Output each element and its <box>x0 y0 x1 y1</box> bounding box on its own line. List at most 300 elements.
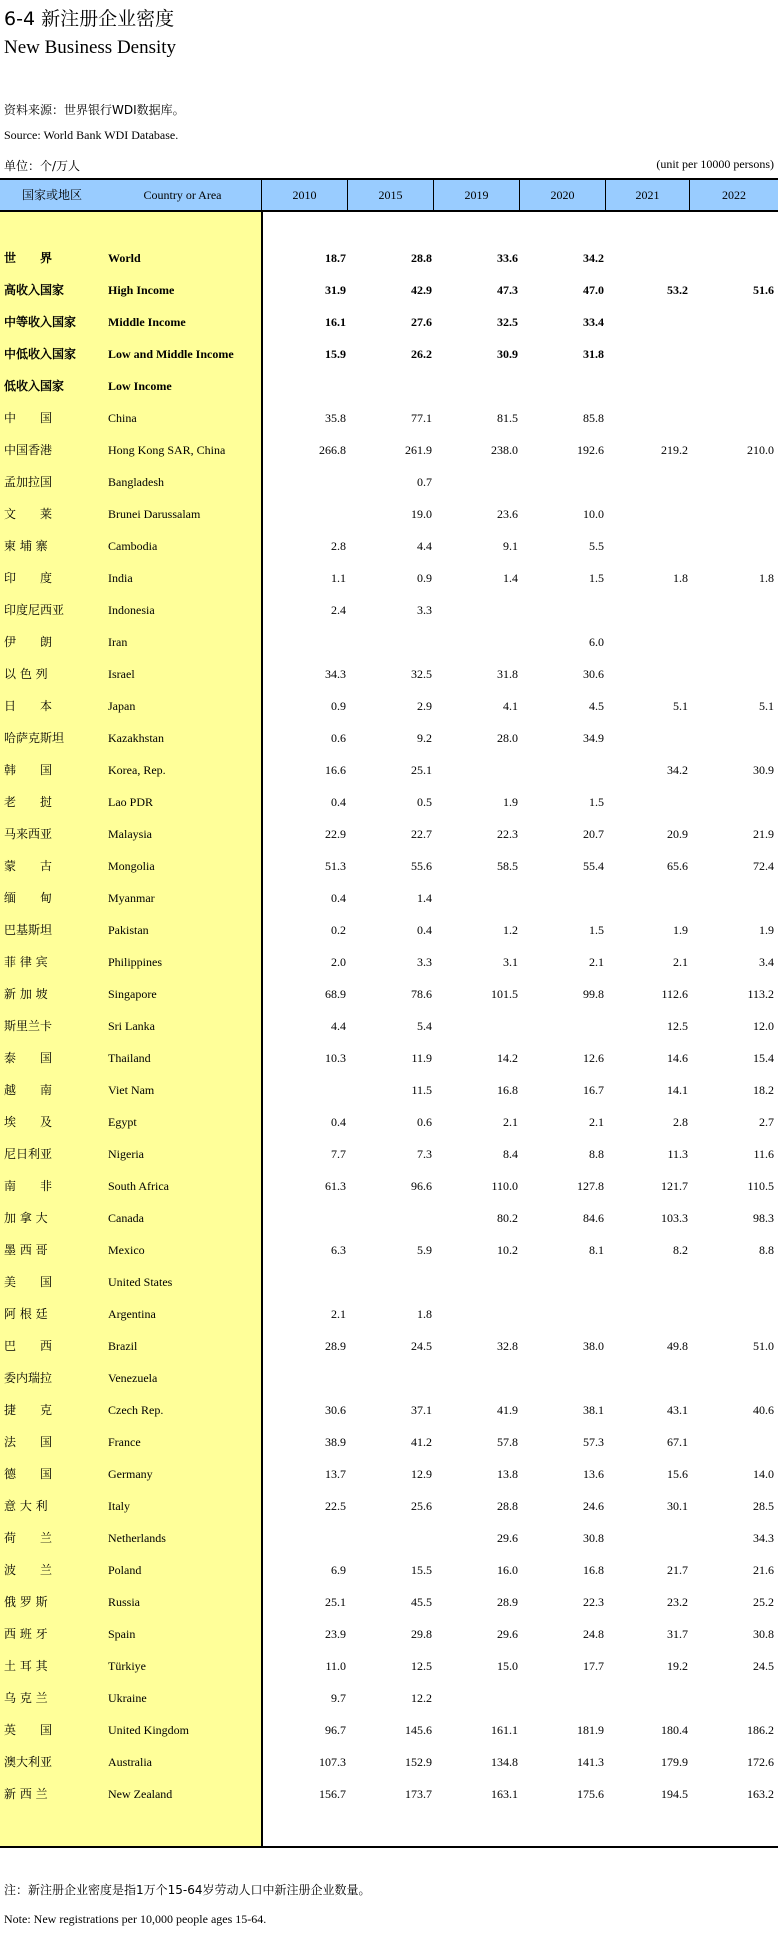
country-name-en: Cambodia <box>108 539 158 553</box>
value-2010: 51.3 <box>325 859 346 873</box>
table-row <box>0 818 778 850</box>
value-2020: 30.8 <box>583 1531 604 1545</box>
value-2021 <box>606 402 688 434</box>
value-2019: 134.8 <box>491 1755 518 1769</box>
country-name-cn: 俄 罗 斯 <box>4 1595 48 1609</box>
value-2015: 11.5 <box>411 1083 432 1097</box>
value-2015: 78.6 <box>411 987 432 1001</box>
country-name-en: Sri Lanka <box>108 1019 155 1033</box>
source-note-en: Source: World Bank WDI Database. <box>4 128 179 142</box>
value-2022: 40.6 <box>753 1403 774 1417</box>
country-name-en: Iran <box>108 635 128 649</box>
table-bottom-rule <box>0 1846 778 1848</box>
value-2015: 5.4 <box>417 1019 432 1033</box>
table-row <box>0 690 778 722</box>
value-2019: 29.6 <box>497 1531 518 1545</box>
value-2020: 24.6 <box>583 1499 604 1513</box>
value-2019: 31.8 <box>497 667 518 681</box>
table-row <box>0 946 778 978</box>
value-2020: 57.3 <box>583 1435 604 1449</box>
value-2019: 1.4 <box>503 571 518 585</box>
table-row <box>0 338 778 370</box>
value-2015: 3.3 <box>417 955 432 969</box>
country-name-en: Bangladesh <box>108 475 164 489</box>
value-2015: 29.8 <box>411 1627 432 1641</box>
country-name-en: Malaysia <box>108 827 152 841</box>
country-name-en: United States <box>108 1275 173 1289</box>
country-name-cn: 澳大利亚 <box>4 1755 53 1769</box>
page-title-cn: 6-4 新注册企业密度 <box>4 8 175 30</box>
value-2019: 238.0 <box>491 443 518 457</box>
value-2015 <box>348 626 432 658</box>
value-2020: 12.6 <box>583 1051 604 1065</box>
value-2015 <box>348 1522 432 1554</box>
value-2022: 18.2 <box>753 1083 774 1097</box>
country-name-cn: 低收入国家 <box>4 379 65 393</box>
country-name-cn: 土 耳 其 <box>4 1659 48 1673</box>
value-2020: 38.0 <box>583 1339 604 1353</box>
value-2022: 210.0 <box>747 443 774 457</box>
value-2010: 266.8 <box>319 443 346 457</box>
value-2020: 47.0 <box>583 283 604 297</box>
value-2015: 45.5 <box>411 1595 432 1609</box>
country-name-cn: 埃 及 <box>4 1115 53 1129</box>
value-2021: 30.1 <box>667 1499 688 1513</box>
value-2021: 14.1 <box>667 1083 688 1097</box>
table-row <box>0 1650 778 1682</box>
value-2022: 21.6 <box>753 1563 774 1577</box>
table-row <box>0 274 778 306</box>
value-2019: 29.6 <box>497 1627 518 1641</box>
value-2022 <box>690 370 774 402</box>
table-row <box>0 434 778 466</box>
value-2020: 192.6 <box>577 443 604 457</box>
value-2010: 22.9 <box>325 827 346 841</box>
value-2020: 5.5 <box>589 539 604 553</box>
country-name-en: Australia <box>108 1755 152 1769</box>
value-2010: 22.5 <box>325 1499 346 1513</box>
value-2021: 103.3 <box>661 1211 688 1225</box>
table-row <box>0 1714 778 1746</box>
value-2015: 11.9 <box>411 1051 432 1065</box>
country-name-cn: 柬 埔 寨 <box>4 539 48 553</box>
value-2019: 163.1 <box>491 1787 518 1801</box>
value-2022: 2.7 <box>759 1115 774 1129</box>
value-2020: 2.1 <box>589 1115 604 1129</box>
value-2019: 81.5 <box>497 411 518 425</box>
value-2019: 32.5 <box>497 315 518 329</box>
value-2021: 20.9 <box>667 827 688 841</box>
value-2022 <box>690 658 774 690</box>
country-name-en: Lao PDR <box>108 795 153 809</box>
table-row <box>0 402 778 434</box>
value-2015: 12.2 <box>411 1691 432 1705</box>
value-2021: 34.2 <box>667 763 688 777</box>
value-2010: 35.8 <box>325 411 346 425</box>
value-2020: 33.4 <box>583 315 604 329</box>
value-2022 <box>690 338 774 370</box>
value-2010 <box>262 1074 346 1106</box>
value-2021: 67.1 <box>667 1435 688 1449</box>
value-2022: 51.6 <box>753 283 774 297</box>
country-name-cn: 蒙 古 <box>4 859 53 873</box>
value-2015: 0.5 <box>417 795 432 809</box>
value-2022: 14.0 <box>753 1467 774 1481</box>
value-2010 <box>262 498 346 530</box>
table-row <box>0 1138 778 1170</box>
value-2010 <box>262 1362 346 1394</box>
country-name-en: Japan <box>108 699 136 713</box>
value-2019: 1.2 <box>503 923 518 937</box>
country-name-en: Italy <box>108 1499 130 1513</box>
country-name-cn: 尼日利亚 <box>4 1147 53 1161</box>
value-2020: 31.8 <box>583 347 604 361</box>
value-2019: 3.1 <box>503 955 518 969</box>
value-2010: 1.1 <box>331 571 346 585</box>
value-2020: 8.1 <box>589 1243 604 1257</box>
unit-label-cn: 单位：个/万人 <box>4 159 81 173</box>
table-row <box>0 1394 778 1426</box>
value-2015 <box>348 1266 432 1298</box>
table-row <box>0 1778 778 1810</box>
value-2015: 37.1 <box>411 1403 432 1417</box>
value-2019 <box>434 466 518 498</box>
header-year-2010: 2010 <box>262 180 348 210</box>
value-2022: 8.8 <box>759 1243 774 1257</box>
value-2010: 2.4 <box>331 603 346 617</box>
value-2021: 194.5 <box>661 1787 688 1801</box>
value-2021 <box>606 338 688 370</box>
table-row <box>0 530 778 562</box>
value-2021: 49.8 <box>667 1339 688 1353</box>
country-name-en: Nigeria <box>108 1147 144 1161</box>
header-country-cn: 国家或地区 <box>21 188 82 202</box>
country-name-cn: 南 非 <box>4 1179 53 1193</box>
table-row <box>0 1266 778 1298</box>
header-year-2020: 2020 <box>520 180 606 210</box>
table-row <box>0 754 778 786</box>
country-name-en: South Africa <box>108 1179 169 1193</box>
country-name-en: Brazil <box>108 1339 138 1353</box>
value-2019: 47.3 <box>497 283 518 297</box>
value-2020: 99.8 <box>583 987 604 1001</box>
value-2022 <box>690 1426 774 1458</box>
value-2021 <box>606 242 688 274</box>
country-name-cn: 高收入国家 <box>4 283 65 297</box>
country-name-cn: 法 国 <box>4 1435 53 1449</box>
source-note-cn: 资料来源：世界银行WDI数据库。 <box>4 103 185 117</box>
value-2019: 101.5 <box>491 987 518 1001</box>
value-2019: 22.3 <box>497 827 518 841</box>
value-2020 <box>520 882 604 914</box>
value-2010: 156.7 <box>319 1787 346 1801</box>
table-header <box>0 178 778 212</box>
country-name-en: Egypt <box>108 1115 137 1129</box>
value-2010 <box>262 1522 346 1554</box>
value-2021: 179.9 <box>661 1755 688 1769</box>
table-row <box>0 1298 778 1330</box>
value-2020 <box>520 466 604 498</box>
value-2015: 7.3 <box>417 1147 432 1161</box>
country-name-cn: 斯里兰卡 <box>4 1019 53 1033</box>
table-row <box>0 1234 778 1266</box>
value-2019: 41.9 <box>497 1403 518 1417</box>
value-2022: 25.2 <box>753 1595 774 1609</box>
value-2015: 1.4 <box>417 891 432 905</box>
value-2020: 8.8 <box>589 1147 604 1161</box>
table-row <box>0 1682 778 1714</box>
value-2010: 9.7 <box>331 1691 346 1705</box>
footnote-cn: 注：新注册企业密度是指1万个15-64岁劳动人口中新注册企业数量。 <box>4 1883 371 1897</box>
country-name-cn: 捷 克 <box>4 1403 53 1417</box>
value-2022: 113.2 <box>747 987 774 1001</box>
value-2010: 11.0 <box>325 1659 346 1673</box>
value-2010: 68.9 <box>325 987 346 1001</box>
value-2015: 2.9 <box>417 699 432 713</box>
value-2015: 152.9 <box>405 1755 432 1769</box>
country-name-cn: 韩 国 <box>4 763 53 777</box>
value-2022: 1.8 <box>759 571 774 585</box>
value-2021 <box>606 466 688 498</box>
value-2021: 219.2 <box>661 443 688 457</box>
value-2019 <box>434 754 518 786</box>
table-row <box>0 1010 778 1042</box>
value-2020: 38.1 <box>583 1403 604 1417</box>
value-2010: 38.9 <box>325 1435 346 1449</box>
value-2021: 23.2 <box>667 1595 688 1609</box>
value-2021 <box>606 722 688 754</box>
value-2020 <box>520 370 604 402</box>
value-2021: 1.8 <box>673 571 688 585</box>
value-2015: 32.5 <box>411 667 432 681</box>
value-2010: 0.6 <box>331 731 346 745</box>
value-2020 <box>520 594 604 626</box>
value-2022: 12.0 <box>753 1019 774 1033</box>
country-name-en: Korea, Rep. <box>108 763 166 777</box>
value-2022: 24.5 <box>753 1659 774 1673</box>
value-2019 <box>434 1362 518 1394</box>
value-2015 <box>348 1362 432 1394</box>
value-2015: 12.5 <box>411 1659 432 1673</box>
country-name-en: Germany <box>108 1467 153 1481</box>
value-2015: 173.7 <box>405 1787 432 1801</box>
value-2019: 161.1 <box>491 1723 518 1737</box>
country-name-cn: 日 本 <box>4 699 53 713</box>
value-2015: 145.6 <box>405 1723 432 1737</box>
value-2021: 121.7 <box>661 1179 688 1193</box>
value-2021: 2.1 <box>673 955 688 969</box>
value-2010: 31.9 <box>325 283 346 297</box>
value-2021: 8.2 <box>673 1243 688 1257</box>
value-2015: 9.2 <box>417 731 432 745</box>
footnote-en: Note: New registrations per 10,000 people ages 15-64. <box>4 1912 267 1926</box>
table-row <box>0 1618 778 1650</box>
value-2021 <box>606 1682 688 1714</box>
value-2022: 186.2 <box>747 1723 774 1737</box>
value-2021: 31.7 <box>667 1627 688 1641</box>
value-2019 <box>434 1682 518 1714</box>
country-name-cn: 巴基斯坦 <box>4 923 53 937</box>
value-2010: 34.3 <box>325 667 346 681</box>
table-row <box>0 1074 778 1106</box>
value-2021 <box>606 1362 688 1394</box>
value-2020: 4.5 <box>589 699 604 713</box>
value-2020 <box>520 754 604 786</box>
table-row <box>0 1458 778 1490</box>
value-2010: 96.7 <box>325 1723 346 1737</box>
value-2022: 98.3 <box>753 1211 774 1225</box>
value-2010: 30.6 <box>325 1403 346 1417</box>
value-2015: 26.2 <box>411 347 432 361</box>
value-2019 <box>434 1010 518 1042</box>
header-year-2022: 2022 <box>722 188 746 202</box>
value-2022 <box>690 498 774 530</box>
value-2021 <box>606 370 688 402</box>
country-name-en: Myanmar <box>108 891 155 905</box>
header-year-2019: 2019 <box>434 180 520 210</box>
table-row <box>0 1042 778 1074</box>
value-2021: 65.6 <box>667 859 688 873</box>
value-2021: 112.6 <box>661 987 688 1001</box>
value-2021: 2.8 <box>673 1115 688 1129</box>
value-2010: 13.7 <box>325 1467 346 1481</box>
value-2019: 16.8 <box>497 1083 518 1097</box>
table-row <box>0 594 778 626</box>
country-name-cn: 荷 兰 <box>4 1531 53 1545</box>
table-row <box>0 850 778 882</box>
value-2019: 2.1 <box>503 1115 518 1129</box>
value-2020: 24.8 <box>583 1627 604 1641</box>
table-row <box>0 306 778 338</box>
table-row <box>0 1522 778 1554</box>
country-name-en: China <box>108 411 137 425</box>
value-2010: 15.9 <box>325 347 346 361</box>
value-2020: 20.7 <box>583 827 604 841</box>
country-name-en: Brunei Darussalam <box>108 507 201 521</box>
value-2015: 28.8 <box>411 251 432 265</box>
country-name-en: France <box>108 1435 141 1449</box>
table-row <box>0 978 778 1010</box>
country-name-cn: 中国香港 <box>4 443 53 457</box>
country-name-cn: 印 度 <box>4 571 53 585</box>
value-2022 <box>690 466 774 498</box>
value-2015: 0.9 <box>417 571 432 585</box>
country-name-cn: 印度尼西亚 <box>4 603 65 617</box>
value-2019 <box>434 882 518 914</box>
value-2010: 28.9 <box>325 1339 346 1353</box>
value-2022 <box>690 1298 774 1330</box>
value-2015: 1.8 <box>417 1307 432 1321</box>
table-row <box>0 722 778 754</box>
table-row <box>0 1170 778 1202</box>
value-2022 <box>690 626 774 658</box>
country-name-en: Kazakhstan <box>108 731 164 745</box>
value-2015: 55.6 <box>411 859 432 873</box>
value-2010: 61.3 <box>325 1179 346 1193</box>
table-row <box>0 1362 778 1394</box>
value-2021: 12.5 <box>667 1019 688 1033</box>
value-2019: 33.6 <box>497 251 518 265</box>
country-name-en: Low and Middle Income <box>108 347 234 361</box>
value-2020: 127.8 <box>577 1179 604 1193</box>
country-name-en: Indonesia <box>108 603 155 617</box>
value-2022: 172.6 <box>747 1755 774 1769</box>
value-2015: 22.7 <box>411 827 432 841</box>
value-2019: 80.2 <box>497 1211 518 1225</box>
country-name-en: Singapore <box>108 987 157 1001</box>
country-name-cn: 泰 国 <box>4 1051 53 1065</box>
value-2020: 1.5 <box>589 923 604 937</box>
value-2021 <box>606 626 688 658</box>
value-2022 <box>690 1682 774 1714</box>
table-row <box>0 882 778 914</box>
value-2019: 28.8 <box>497 1499 518 1513</box>
value-2022 <box>690 1362 774 1394</box>
value-2015: 25.1 <box>411 763 432 777</box>
value-2019: 28.0 <box>497 731 518 745</box>
value-2010 <box>262 1202 346 1234</box>
country-name-en: United Kingdom <box>108 1723 189 1737</box>
value-2010: 107.3 <box>319 1755 346 1769</box>
country-name-en: Russia <box>108 1595 141 1609</box>
country-name-cn: 墨 西 哥 <box>4 1243 48 1257</box>
value-2022: 1.9 <box>759 923 774 937</box>
value-2010: 10.3 <box>325 1051 346 1065</box>
value-2021 <box>606 1266 688 1298</box>
table-row <box>0 1490 778 1522</box>
value-2019: 4.1 <box>503 699 518 713</box>
value-2022: 28.5 <box>753 1499 774 1513</box>
table-row <box>0 1106 778 1138</box>
value-2022: 110.5 <box>747 1179 774 1193</box>
value-2015: 77.1 <box>411 411 432 425</box>
value-2015 <box>348 370 432 402</box>
value-2020: 6.0 <box>589 635 604 649</box>
value-2019 <box>434 1298 518 1330</box>
value-2019 <box>434 370 518 402</box>
country-name-cn: 以 色 列 <box>4 667 48 681</box>
value-2019: 10.2 <box>497 1243 518 1257</box>
value-2015: 5.9 <box>417 1243 432 1257</box>
value-2010: 25.1 <box>325 1595 346 1609</box>
value-2015: 41.2 <box>411 1435 432 1449</box>
country-name-en: Pakistan <box>108 923 149 937</box>
value-2019: 30.9 <box>497 347 518 361</box>
value-2020 <box>520 1298 604 1330</box>
value-2022: 15.4 <box>753 1051 774 1065</box>
table-row <box>0 1586 778 1618</box>
country-name-cn: 德 国 <box>4 1467 53 1481</box>
value-2021 <box>606 658 688 690</box>
value-2022: 21.9 <box>753 827 774 841</box>
value-2019: 57.8 <box>497 1435 518 1449</box>
value-2022: 30.9 <box>753 763 774 777</box>
country-name-en: Middle Income <box>108 315 186 329</box>
value-2021 <box>606 498 688 530</box>
value-2021: 1.9 <box>673 923 688 937</box>
value-2010: 23.9 <box>325 1627 346 1641</box>
country-name-cn: 中低收入国家 <box>4 347 77 361</box>
value-2021 <box>606 1522 688 1554</box>
table-row <box>0 466 778 498</box>
value-2010: 0.4 <box>331 1115 346 1129</box>
value-2010: 4.4 <box>331 1019 346 1033</box>
country-name-cn: 委内瑞拉 <box>4 1371 53 1385</box>
value-2010: 0.4 <box>331 891 346 905</box>
table-row <box>0 498 778 530</box>
country-name-cn: 世 界 <box>4 251 53 265</box>
table-row <box>0 242 778 274</box>
